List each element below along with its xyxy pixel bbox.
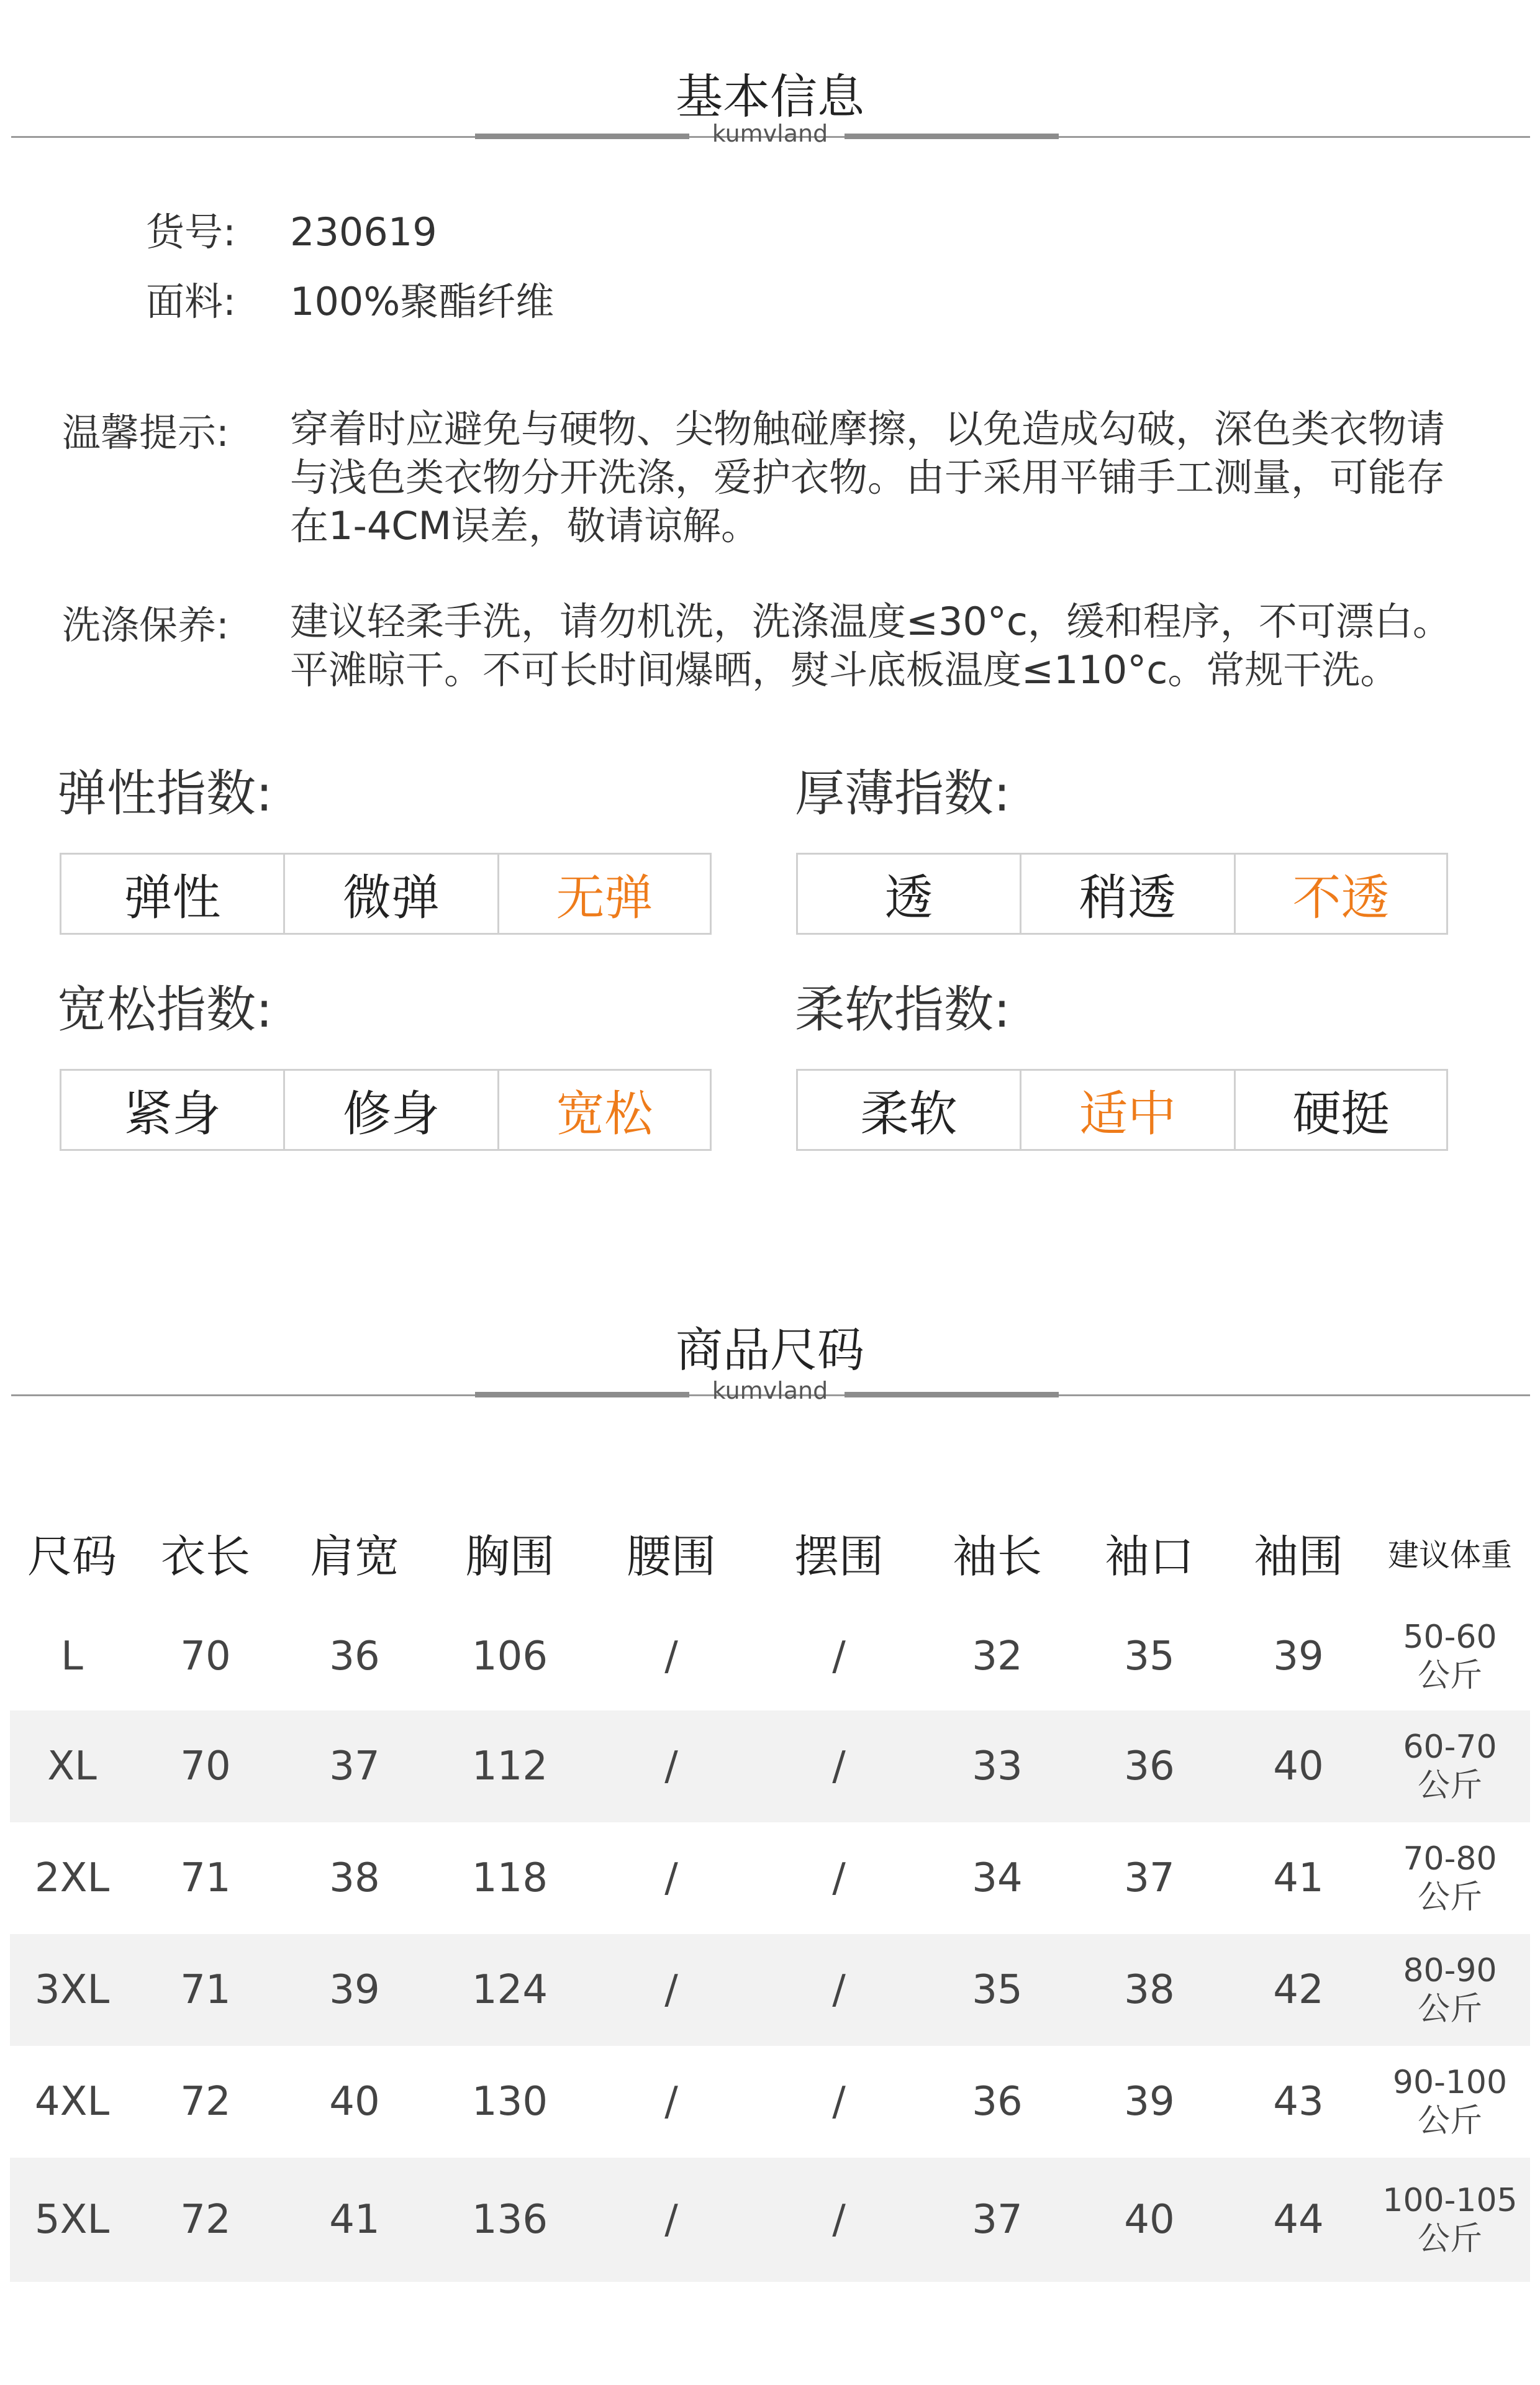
softness-title: 柔软指数:	[795, 981, 1010, 1038]
table-row	[10, 2158, 1530, 2282]
header-cell: 尺码	[27, 1530, 117, 1583]
header-cell: 建议体重	[1388, 1537, 1512, 1573]
table-cell: /	[664, 2079, 678, 2125]
weight-cell	[1370, 1602, 1530, 1710]
thickness-option: 稍透	[1021, 855, 1236, 933]
table-cell: 38	[329, 1855, 380, 1901]
table-cell: /	[832, 1743, 846, 1789]
tips-line: 穿着时应避免与硬物、尖物触碰摩擦，以免造成勾破，深色类衣物请	[290, 406, 1446, 452]
table-cell: 72	[180, 2197, 231, 2243]
softness-option-selected: 适中	[1021, 1071, 1236, 1149]
weight-cell	[1370, 2046, 1530, 2158]
table-cell: L	[61, 1633, 83, 1679]
weight-range: 80-90	[1403, 1952, 1497, 1989]
tips-line: 在1-4CM误差，敬请谅解。	[290, 503, 760, 548]
table-row	[10, 1934, 1530, 2046]
table-cell: 2XL	[34, 1855, 110, 1901]
care-line: 建议轻柔手洗，请勿机洗，洗涤温度≤30°c，缓和程序，不可漂白。	[290, 599, 1451, 644]
brand-name: kumvland	[712, 1377, 828, 1404]
table-cell: 35	[972, 1967, 1023, 2013]
table-cell: /	[664, 2197, 678, 2243]
weight-unit: 公斤	[1417, 1657, 1482, 1694]
care-label: 洗涤保养:	[62, 602, 229, 648]
table-cell: 42	[1273, 1967, 1324, 2013]
fit-option: 修身	[285, 1071, 499, 1149]
weight-range: 90-100	[1392, 2064, 1508, 2101]
weight-unit: 公斤	[1417, 1879, 1482, 1916]
fabric-value: 100%聚酯纤维	[290, 279, 555, 324]
fit-options	[60, 1069, 712, 1151]
tips-line: 与浅色类衣物分开洗涤，爱护衣物。由于采用平铺手工测量，可能存	[290, 455, 1446, 500]
weight-range: 60-70	[1403, 1729, 1497, 1766]
thickness-option: 透	[798, 855, 1021, 933]
table-header-row	[10, 1503, 1530, 1602]
weight-range: 70-80	[1403, 1840, 1497, 1878]
weight-cell	[1370, 1934, 1530, 2046]
table-cell: /	[832, 1967, 846, 2013]
weight-range: 100-105	[1382, 2182, 1518, 2219]
table-cell: 72	[180, 2079, 231, 2125]
table-cell: 34	[972, 1855, 1023, 1901]
softness-options	[796, 1069, 1448, 1151]
care-line: 平滩晾干。不可长时间爆晒，熨斗底板温度≤110°c。常规干洗。	[290, 647, 1399, 693]
table-row	[10, 1602, 1530, 1710]
table-cell: 36	[329, 1633, 380, 1679]
table-cell: 40	[1273, 1743, 1324, 1789]
table-cell: /	[664, 1967, 678, 2013]
table-cell: 118	[471, 1855, 548, 1901]
weight-cell	[1370, 1822, 1530, 1934]
section-title: 商品尺码	[676, 1322, 864, 1378]
elasticity-option: 弹性	[61, 855, 285, 933]
item-number-value: 230619	[290, 209, 437, 255]
table-cell: 44	[1273, 2197, 1324, 2243]
header-cell: 肩宽	[309, 1530, 399, 1583]
weight-unit: 公斤	[1417, 2102, 1482, 2140]
thickness-options	[796, 853, 1448, 935]
thickness-option-selected: 不透	[1292, 870, 1390, 926]
care-text	[290, 597, 1451, 694]
section-title: 基本信息	[676, 69, 864, 124]
table-cell: 39	[1273, 1633, 1324, 1679]
weight-unit: 公斤	[1417, 1767, 1482, 1804]
table-cell: 41	[329, 2197, 380, 2243]
table-cell: 106	[471, 1633, 548, 1679]
fit-option-selected: 宽松	[556, 1086, 653, 1142]
elasticity-option: 微弹	[285, 855, 499, 933]
table-cell: /	[664, 1633, 678, 1679]
table-cell: 43	[1273, 2079, 1324, 2125]
table-cell: 3XL	[34, 1967, 110, 2013]
table-cell: 37	[329, 1743, 380, 1789]
table-row	[10, 1822, 1530, 1934]
fit-option: 紧身	[61, 1071, 285, 1149]
table-cell: 33	[972, 1743, 1023, 1789]
table-cell: 71	[180, 1855, 231, 1901]
header-cell: 衣长	[160, 1530, 250, 1583]
table-cell: 130	[471, 2079, 548, 2125]
table-cell: /	[664, 1855, 678, 1901]
thickness-title: 厚薄指数:	[795, 765, 1010, 822]
table-cell: 35	[1124, 1633, 1175, 1679]
header-cell: 袖围	[1253, 1530, 1343, 1583]
table-cell: 4XL	[34, 2079, 110, 2125]
table-cell: 39	[329, 1967, 380, 2013]
item-number-label: 货号:	[146, 209, 236, 255]
header-cell: 袖长	[952, 1530, 1042, 1583]
weight-unit: 公斤	[1417, 1991, 1482, 2028]
header-cell: 腰围	[626, 1530, 716, 1583]
table-cell: 37	[1124, 1855, 1175, 1901]
table-cell: 40	[1124, 2197, 1175, 2243]
table-row	[10, 2046, 1530, 2158]
brand-name: kumvland	[712, 120, 828, 147]
header-cell: 摆围	[794, 1530, 884, 1583]
table-cell: XL	[47, 1743, 97, 1789]
table-cell: 71	[180, 1967, 231, 2013]
softness-option: 柔软	[798, 1071, 1021, 1149]
table-cell: 37	[972, 2197, 1023, 2243]
table-cell: 36	[1124, 1743, 1175, 1789]
table-cell: 39	[1124, 2079, 1175, 2125]
table-cell: 5XL	[34, 2197, 110, 2243]
header-cell: 胸围	[464, 1530, 555, 1583]
elasticity-title: 弹性指数:	[57, 765, 273, 822]
table-cell: /	[832, 1633, 846, 1679]
elasticity-options	[60, 853, 712, 935]
table-cell: 40	[329, 2079, 380, 2125]
table-cell: /	[832, 2197, 846, 2243]
table-cell: 70	[180, 1633, 231, 1679]
fit-title: 宽松指数:	[57, 981, 273, 1038]
table-cell: 36	[972, 2079, 1023, 2125]
fabric-label: 面料:	[146, 279, 236, 324]
weight-range: 50-60	[1403, 1619, 1497, 1656]
softness-option: 硬挺	[1292, 1086, 1390, 1142]
table-cell: /	[664, 1743, 678, 1789]
table-cell: 112	[471, 1743, 548, 1789]
table-cell: 124	[471, 1967, 548, 2013]
tips-label: 温馨提示:	[62, 410, 229, 455]
table-cell: 136	[471, 2197, 548, 2243]
weight-cell	[1370, 1710, 1530, 1822]
weight-cell	[1370, 2158, 1530, 2282]
weight-unit: 公斤	[1417, 2220, 1482, 2258]
table-cell: 38	[1124, 1967, 1175, 2013]
table-cell: 41	[1273, 1855, 1324, 1901]
elasticity-option-selected: 无弹	[556, 870, 653, 926]
table-cell: 70	[180, 1743, 231, 1789]
header-cell: 袖口	[1104, 1530, 1194, 1583]
table-cell: /	[832, 1855, 846, 1901]
tips-text	[290, 405, 1445, 550]
table-row	[10, 1710, 1530, 1822]
table-cell: 32	[972, 1633, 1023, 1679]
table-cell: /	[832, 2079, 846, 2125]
